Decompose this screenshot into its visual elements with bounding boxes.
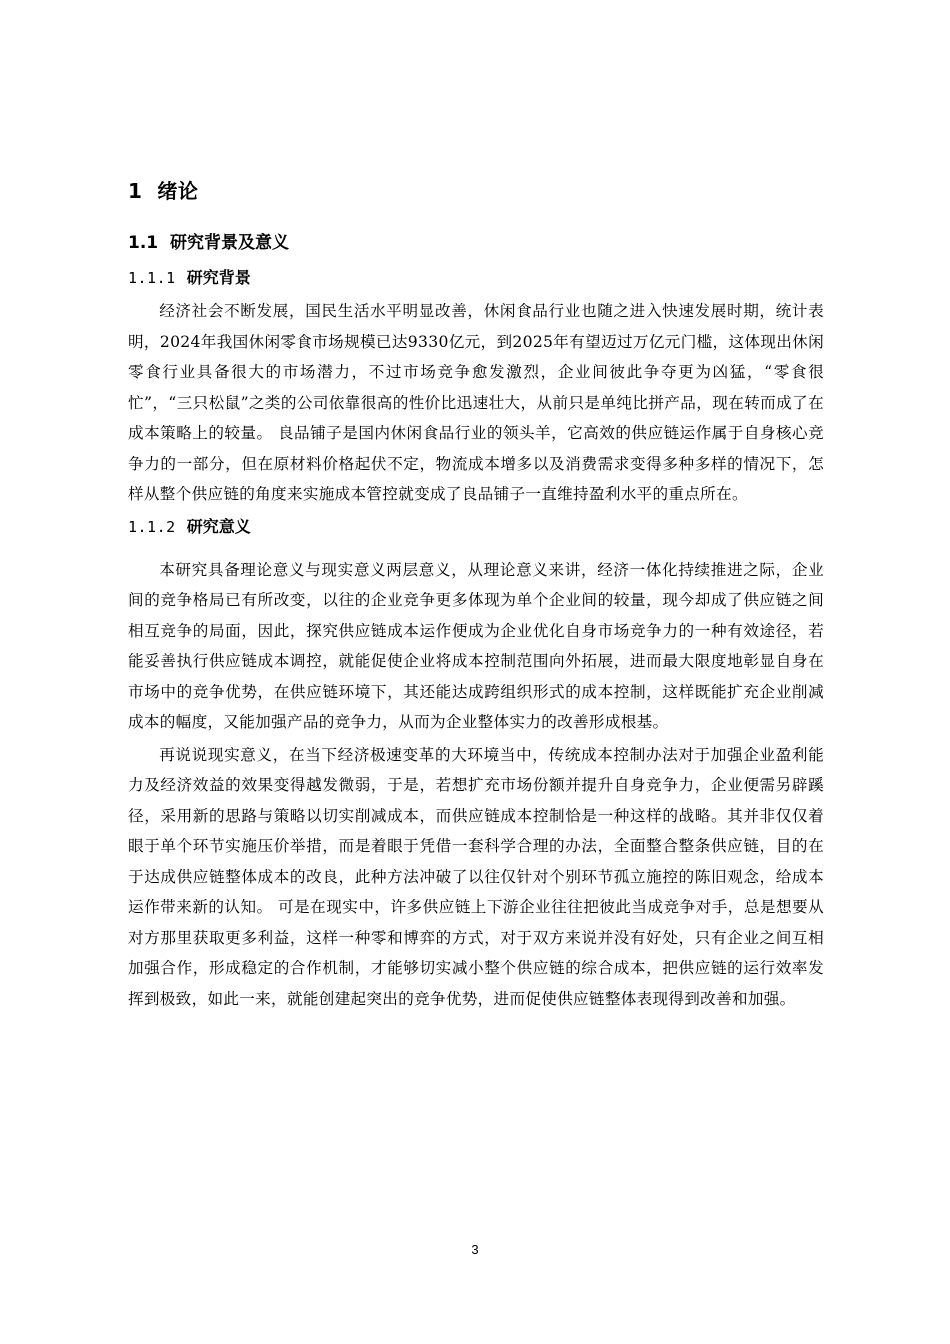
section-heading: [128, 228, 824, 258]
chapter-heading: [128, 176, 824, 206]
section-number: 1.1: [128, 233, 159, 253]
subsection-number: 1.1.2: [128, 517, 176, 536]
subsection-heading-background: [128, 263, 824, 293]
paragraph: 本研究具备理论意义与现实意义两层意义，从理论意义来讲，经济一体化持续推进之际，企业间的竞争格局已有所改变，以往的企业竞争更多体现为单个企业间的较量，现今却成了供应链之间相互竞争的局面，因此，探究供应链成本运作便成为企业优化自身市场竞争力的一种有效途径，若能妥善执行供应链成本调控，就能促使企业将成本控制范围向外拓展，进而最大限度地彰显自身在市场中的竞争优势，在供应链环境下，其还能达成跨组织形式的成本控制，这样既能扩充企业削减成本的幅度，又能加强产品的竞争力，从而为企业整体实力的改善形成根基。: [128, 560, 824, 731]
spacer: [128, 545, 824, 555]
section-title: 研究背景及意义: [169, 233, 289, 253]
page-number: 3: [471, 1242, 479, 1257]
subsection-heading-significance: [128, 512, 824, 542]
subsection-title: 研究背景: [186, 268, 251, 287]
paragraph: 再说说现实意义，在当下经济极速变革的大环境当中，传统成本控制办法对于加强企业盈利能力及经济效益的效果变得越发微弱，于是，若想扩充市场份额并提升自身竞争力，企业便需另辟蹊径，采用新的思路与策略以切实削减成本，而供应链成本控制恰是一种这样的战略。其并非仅仅着眼于单个环节实施压价举措，而是着眼于凭借一套科学合理的办法，全面整合整条供应链，目的在于达成供应链整体成本的改良，此种方法冲破了以往仅针对个别环节孤立施控的陈旧观念，给成本运作带来新的认知。 可是在现实中，许多供应链上下游企业往往把彼此当成竞争对手，总是想要从对方那里获取更多利益，这样一种零和博弈的方式，对于双方来说并没有好处，只有企业之间互相加强合作，形成稳定的合作机制，才能够切实减小整个供应链的综合成本，把供应链的运行效率发挥到极致，如此一来，就能创建起突出的竞争优势，进而促使供应链整体表现得到改善和加强。: [128, 745, 824, 1008]
page-content: [128, 176, 824, 1014]
subsection-title: 研究意义: [186, 516, 251, 536]
chapter-number: 1: [128, 179, 143, 203]
paragraph: 经济社会不断发展，国民生活水平明显改善，休闲食品行业也随之进入快速发展时期，统计表明，2024年我国休闲零食市场规模已达9330亿元，到2025年有望迈过万亿元门槛，这体现出休闲零食行业具备很大的市场潜力，不过市场竞争愈发激烈，企业间彼此争夺更为凶猛，“零食很忙”，“三只松鼠”之类的公司依靠很高的性价比迅速壮大，从前只是单纯比拼产品，现在转而成了在成本策略上的较量。 良品铺子是国内休闲食品行业的领头羊，它高效的供应链运作属于自身核心竞争力的一部分，但在原材料价格起伏不定，物流成本增多以及消费需求变得多种多样的情况下，怎样从整个供应链的角度来实施成本管控就变成了良品铺子一直维持盈利水平的重点所在。: [128, 302, 824, 503]
subsection-number: 1.1.1: [128, 269, 176, 287]
chapter-title: 绪论: [157, 179, 199, 203]
